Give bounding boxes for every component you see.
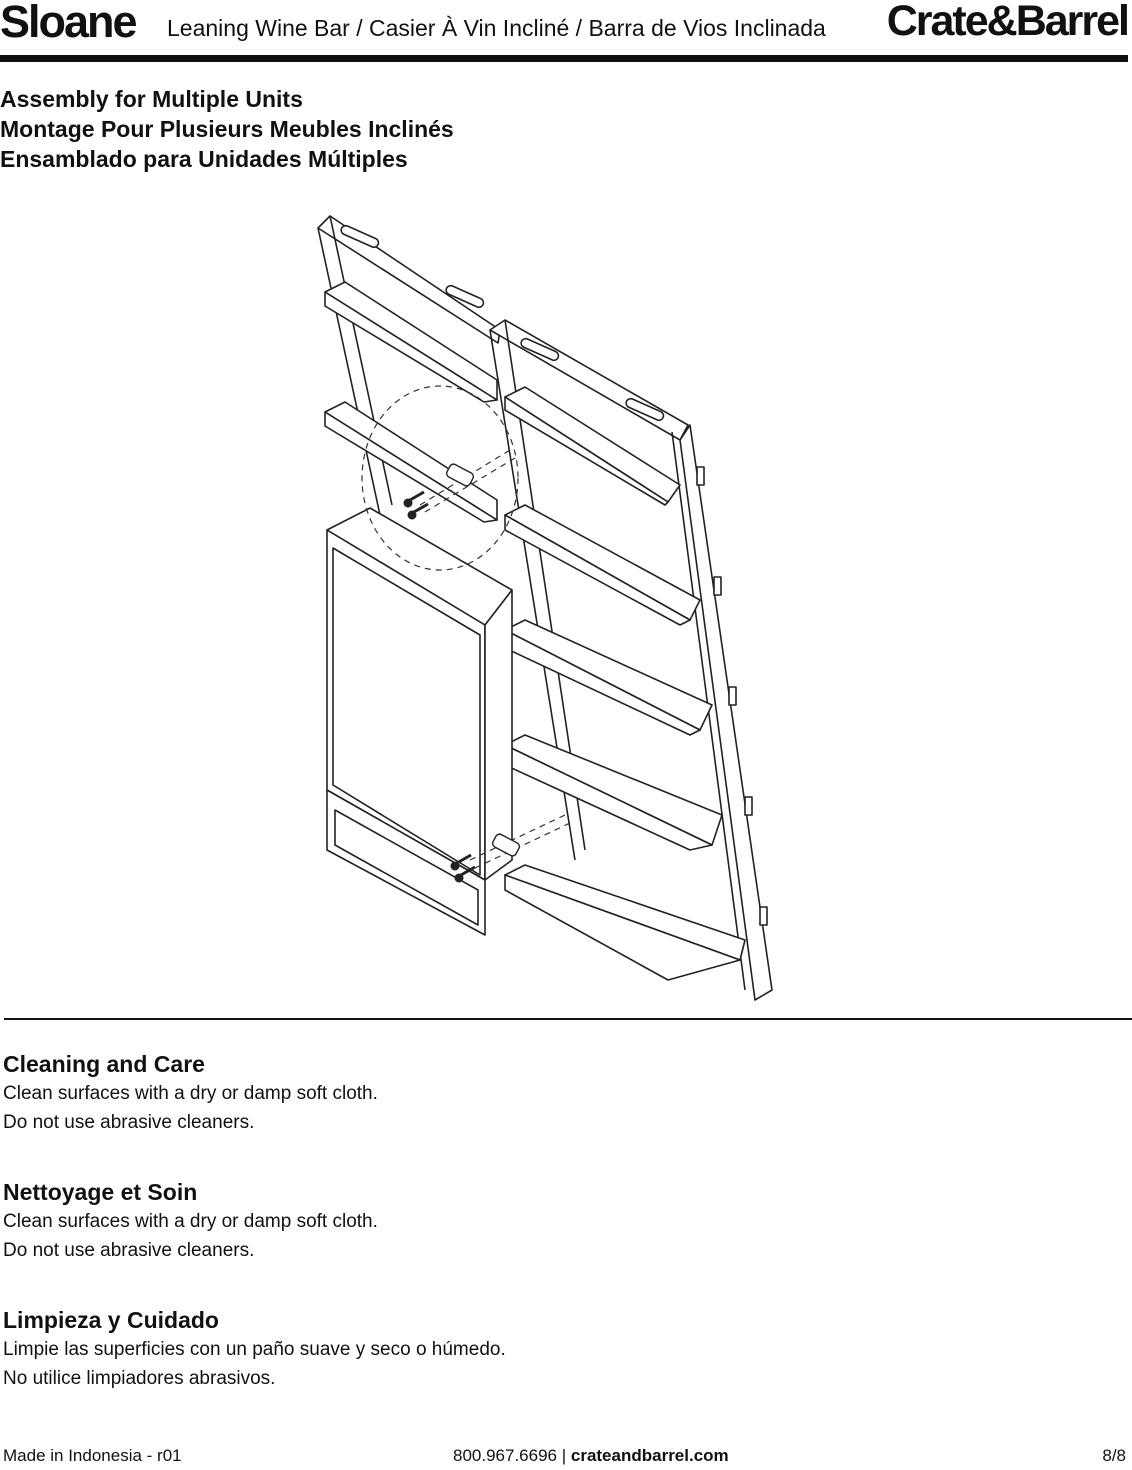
assembly-heading bbox=[0, 84, 454, 174]
care-section-en bbox=[3, 1049, 378, 1137]
footer-separator: | bbox=[557, 1446, 571, 1465]
care-line: Do not use abrasive cleaners. bbox=[3, 1112, 255, 1133]
section-divider bbox=[4, 1018, 1132, 1020]
care-line: Limpie las superficies con un paño suave y seco o húmedo. bbox=[3, 1339, 506, 1360]
page-header bbox=[0, 0, 1132, 66]
care-title: Limpieza y Cuidado bbox=[3, 1307, 219, 1333]
brand-name: Sloane bbox=[0, 0, 136, 47]
care-line: Do not use abrasive cleaners. bbox=[3, 1240, 255, 1261]
assembly-heading-fr: Montage Pour Plusieurs Meubles Inclinés bbox=[0, 116, 454, 142]
footer-phone: 800.967.6696 bbox=[453, 1446, 557, 1465]
footer-contact bbox=[453, 1446, 729, 1466]
care-section-es bbox=[3, 1305, 506, 1393]
footer-origin: Made in Indonesia - r01 bbox=[3, 1446, 182, 1465]
care-line: Clean surfaces with a dry or damp soft cloth. bbox=[3, 1211, 378, 1232]
header-divider bbox=[0, 55, 1128, 62]
care-section-fr bbox=[3, 1177, 378, 1265]
care-line: No utilice limpiadores abrasivos. bbox=[3, 1368, 276, 1389]
care-title: Cleaning and Care bbox=[3, 1051, 205, 1077]
page-number: 8/8 bbox=[1102, 1446, 1126, 1465]
assembly-heading-en: Assembly for Multiple Units bbox=[0, 86, 303, 112]
care-line: Clean surfaces with a dry or damp soft cloth. bbox=[3, 1083, 378, 1104]
assembly-diagram bbox=[300, 210, 800, 1005]
page-footer bbox=[0, 1446, 1132, 1470]
assembly-heading-es: Ensamblado para Unidades Múltiples bbox=[0, 146, 408, 172]
footer-website-link[interactable]: crateandbarrel.com bbox=[570, 1446, 729, 1465]
crate-and-barrel-logo: Crate&Barrel bbox=[886, 0, 1128, 45]
product-title: Leaning Wine Bar / Casier À Vin Incliné / Barra de Vios Inclinada bbox=[167, 15, 826, 41]
care-title: Nettoyage et Soin bbox=[3, 1179, 198, 1205]
